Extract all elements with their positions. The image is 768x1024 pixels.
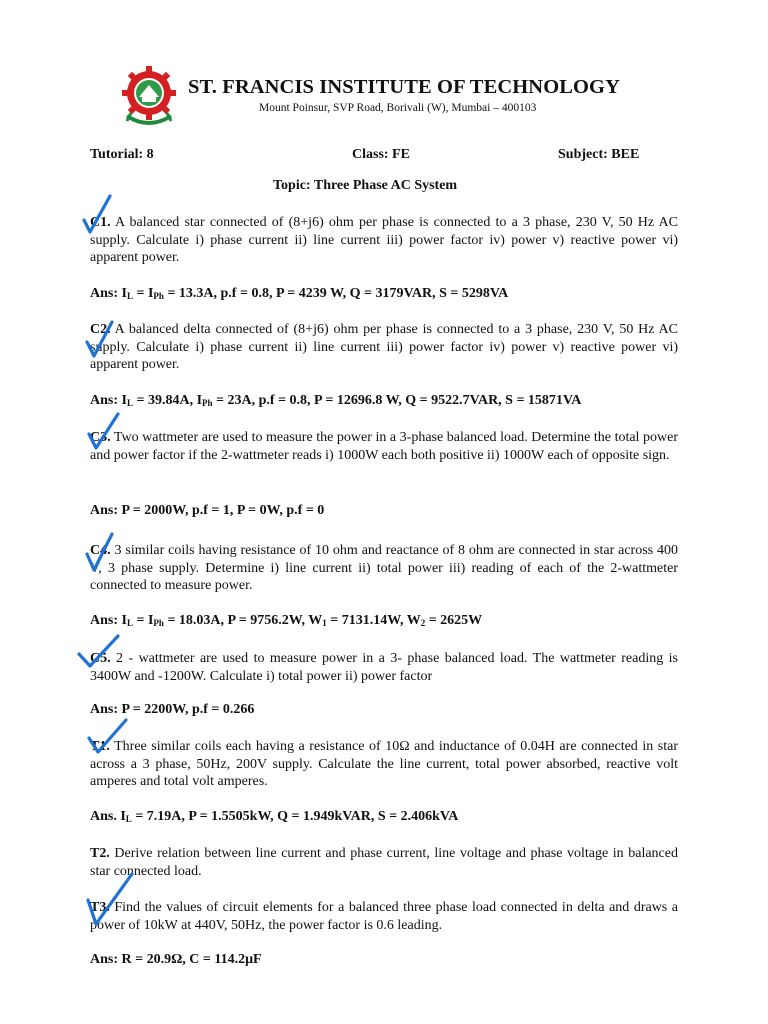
answer-c2: Ans: $I_L = 39.84A$, $I_{Ph} = 23A$, p.f = 0.8, P = 12696.8 W, Q = 9522.7VAR, S = 15871VA xyxy=(90,393,582,408)
question-text: 2 - wattmeter are used to measure power in a 3- phase balanced load. The wattmeter reading is 3400W and -1200W. Calculate i) total power ii) power factor xyxy=(90,651,678,684)
question-c1 xyxy=(90,214,678,267)
institute-logo xyxy=(121,66,177,128)
question-number: T2. xyxy=(90,846,110,861)
question-text: Find the values of circuit elements for a balanced three phase load connected in delta and draws a power of 10kW at 440V, 50Hz, the power factor is 0.6 leading. xyxy=(90,900,678,933)
question-text: Derive relation between line current and phase current, line voltage and phase voltage in balanced star connected load. xyxy=(90,846,678,879)
question-c2 xyxy=(90,321,678,374)
question-c4 xyxy=(90,542,678,595)
question-text: Two wattmeter are used to measure the power in a 3-phase balanced load. Determine the total power and power factor if the 2-wattmeter reads i) 1000W each both positive ii) 1000W each of opposite sign. xyxy=(90,430,678,463)
institute-address: Mount Poinsur, SVP Road, Borivali (W), Mumbai – 400103 xyxy=(259,102,537,114)
question-text: A balanced delta connected of (8+j6) ohm per phase is connected to a 3 phase, 230 V, 50 Hz AC supply. Calculate i) phase current ii) line current iii) power factor iv) power v) reactive power vi) apparent power. xyxy=(90,322,678,372)
question-c3 xyxy=(90,429,678,464)
question-text: 3 similar coils having resistance of 10 ohm and reactance of 8 ohm are connected in star across 400 V, 3 phase supply. Determine i) line current ii) total power iii) reading of each of the 2-wattmeter connected to measure power. xyxy=(90,543,678,593)
question-number: C5. xyxy=(90,651,111,666)
answer-c5: Ans: P = 2200W, p.f = 0.266 xyxy=(90,702,255,717)
answer-t3: Ans: R = 20.9Ω, C = 114.2μF xyxy=(90,952,262,967)
question-number: T1. xyxy=(90,739,110,754)
class-label: Class: FE xyxy=(352,147,410,162)
question-number: C1. xyxy=(90,215,111,230)
question-text: Three similar coils each having a resistance of 10Ω and inductance of 0.04H are connected in star across a 3 phase, 50Hz, 200V supply. Calculate the line current, total power absorbed, reactive volt amperes and total volt amperes. xyxy=(90,739,678,789)
answer-c1: Ans: $I_L = I_{Ph} = 13.3A$, p.f = 0.8, P = 4239 W, Q = 3179VAR, S = 5298VA xyxy=(90,286,509,301)
question-text: A balanced star connected of (8+j6) ohm per phase is connected to a 3 phase, 230 V, 50 Hz AC supply. Calculate i) phase current ii) line current iii) power factor iv) power v) reactive power vi) apparent power. xyxy=(90,215,678,265)
answer-c4: Ans: $I_L = I_{Ph} = 18.03A$, P = 9756.2W, $W_1 = 7131.14W$, $W_2 = 2625W$ xyxy=(90,613,483,628)
question-number: C3. xyxy=(90,430,111,445)
question-number: C2. xyxy=(90,322,111,337)
answer-c3: Ans: P = 2000W, p.f = 1, P = 0W, p.f = 0 xyxy=(90,503,325,518)
question-t1 xyxy=(90,738,678,791)
institute-name: ST. FRANCIS INSTITUTE OF TECHNOLOGY xyxy=(188,76,621,98)
question-c5 xyxy=(90,650,678,685)
topic-title: Topic: Three Phase AC System xyxy=(273,178,458,193)
tutorial-number: Tutorial: 8 xyxy=(90,147,154,162)
question-number: C4. xyxy=(90,543,111,558)
answer-t1: Ans. $I_L = 7.19A$, P = 1.5505kW, Q = 1.949kVAR, S = 2.406kVA xyxy=(90,809,459,824)
question-t3 xyxy=(90,899,678,934)
question-t2 xyxy=(90,845,678,880)
question-number: T3. xyxy=(90,900,110,915)
subject-label: Subject: BEE xyxy=(558,147,640,162)
